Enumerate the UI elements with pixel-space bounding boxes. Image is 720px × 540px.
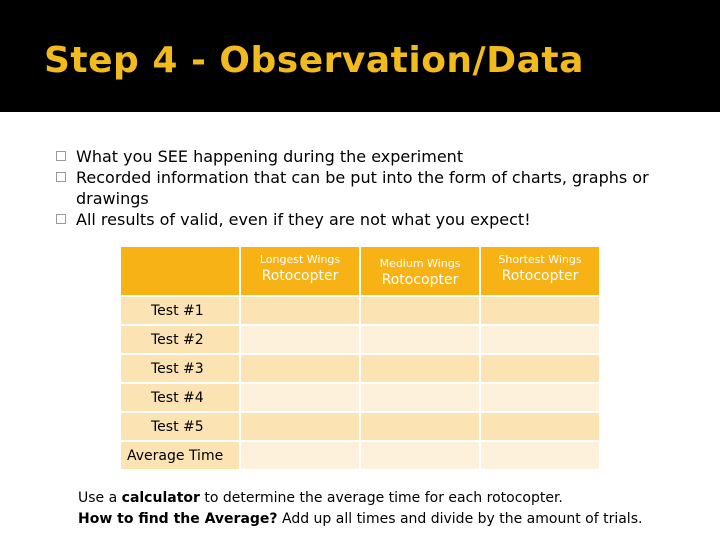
data-cell[interactable]	[240, 296, 360, 325]
table-row	[120, 354, 600, 383]
data-cell[interactable]	[240, 412, 360, 441]
bullet-marker-icon	[56, 214, 66, 224]
header-corner	[120, 246, 240, 296]
data-cell[interactable]	[480, 325, 600, 354]
data-table	[120, 246, 600, 470]
bullet-list	[56, 146, 696, 230]
table-row	[120, 412, 600, 441]
table-row	[120, 325, 600, 354]
bullet-marker-icon	[56, 172, 66, 182]
data-cell[interactable]	[360, 296, 480, 325]
data-cell[interactable]	[360, 354, 480, 383]
bullet-text: What you SEE happening during the experiment	[76, 147, 464, 166]
data-cell[interactable]	[360, 383, 480, 412]
header-big-label: Rotocopter	[501, 268, 579, 284]
header-small-label: Shortest Wings	[498, 253, 582, 266]
bullet-item	[56, 209, 696, 230]
header-col-shortest	[480, 246, 600, 296]
data-cell[interactable]	[360, 441, 480, 470]
header-small-label: Medium Wings	[379, 257, 461, 270]
header-col-medium	[360, 246, 480, 296]
header-row	[120, 246, 600, 296]
data-cell[interactable]	[480, 441, 600, 470]
data-cell[interactable]	[480, 383, 600, 412]
data-cell[interactable]	[480, 296, 600, 325]
bullet-item	[56, 167, 696, 209]
footer-text: Use a	[78, 490, 122, 506]
header-big-label: Rotocopter	[381, 272, 459, 288]
data-cell[interactable]	[360, 325, 480, 354]
data-cell[interactable]	[240, 383, 360, 412]
table-row	[120, 383, 600, 412]
header-small-label: Longest Wings	[259, 253, 341, 266]
footer-instructions	[78, 488, 642, 530]
footer-line-2	[78, 509, 642, 530]
data-cell[interactable]	[240, 325, 360, 354]
data-cell[interactable]	[480, 412, 600, 441]
bullet-marker-icon	[56, 151, 66, 161]
table-row	[120, 441, 600, 470]
row-label: Test #2	[120, 325, 240, 354]
bullet-item	[56, 146, 696, 167]
data-cell[interactable]	[480, 354, 600, 383]
data-cell[interactable]	[240, 354, 360, 383]
row-label: Test #3	[120, 354, 240, 383]
header-col-longest	[240, 246, 360, 296]
bullet-text: All results of valid, even if they are not what you expect!	[76, 210, 531, 229]
bullet-text: Recorded information that can be put into the form of charts, graphs or drawings	[76, 168, 649, 208]
footer-text: to determine the average time for each rotocopter.	[199, 490, 563, 506]
table-row	[120, 296, 600, 325]
footer-bold-text: How to find the Average?	[78, 511, 278, 527]
row-label: Test #5	[120, 412, 240, 441]
slide-title: Step 4 - Observation/Data	[44, 40, 584, 81]
header-big-label: Rotocopter	[261, 268, 339, 284]
footer-bold-text: calculator	[121, 490, 200, 506]
footer-line-1	[78, 488, 642, 509]
footer-text: Add up all times and divide by the amount of trials.	[277, 511, 643, 527]
data-cell[interactable]	[240, 441, 360, 470]
row-label: Test #4	[120, 383, 240, 412]
row-label-average: Average Time	[120, 441, 240, 470]
row-label: Test #1	[120, 296, 240, 325]
data-cell[interactable]	[360, 412, 480, 441]
